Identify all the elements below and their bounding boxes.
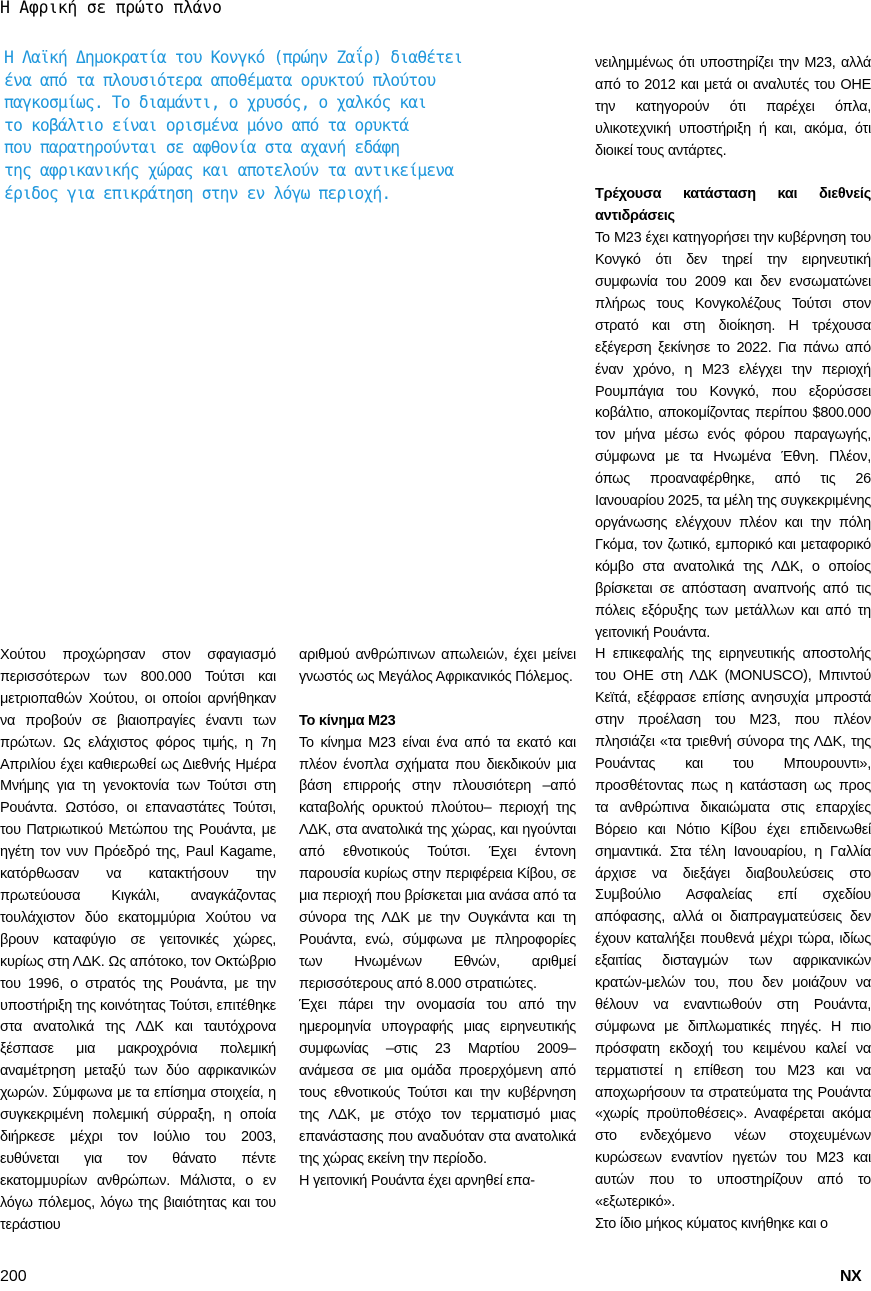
paragraph: Το Μ23 έχει κατηγορήσει την κυβέρνηση του Κονγκό ότι δεν τηρεί την ειρηνευτική συμφωνία του 2009 και δεν ενσωματώνει πλήρως τους Κονγκολέζους Τούτσι στον στρατό και στη διοίκηση. Η τρέχουσα εξέγερση ξεκίνησε το 2022. Για πάνω από έναν χρόνο, η Μ23 ελέγχει την περιοχή Ρουμπάγια του Κονγκό, που εξορύσσει κοβάλτιο, αποκομίζοντας περίπου $800.000 τον μήνα μέσω ενός φόρου παραγωγής, σύμφωνα με τα Ηνωμένα Έθνη. Πλέον, όπως προαναφέρθηκε, από τις 26 Ιανουαρίου 2025, τα μέλη της συγκεκριμένης οργάνωσης ελέγχουν πλέον και την πόλη Γκόμα, τον ζωτικό, εμπορικό και μεταφορικό κόμβο στα ανατολικά της ΛΔΚ, ο οποίος βρίσκεται σε απόσταση αναπνοής από τις πόλεις εξόρυξης των μετάλλων και από τη γειτονική Ρουάντα. [595, 230, 871, 641]
paragraph: Χούτου προχώρησαν στον σφαγιασμό περισσότερων των 800.000 Τούτσι και μετριοπαθών Χούτου, οι οποίοι αρνήθηκαν να προβούν σε βιαιοπραγίες έναντι των πρώτων. Ως ελάχιστος φόρος τιμής, η 7η Απριλίου έχει καθιερωθεί ως Διεθνής Ημέρα Μνήμης για τη γενοκτονία των Τούτσι στη Ρουάντα. Ωστόσο, οι επαναστάτες Τούτσι, του Πατριωτικού Μετώπου της Ρουάντα, με ηγέτη τον νυν Πρόεδρό της, Paul Kagame, κατόρθωσαν να κατακτήσουν την πρωτεύουσα Κιγκάλι, αναγκάζοντας τουλάχιστον δύο εκατομμύρια Χούτου να βρουν καταφύγιο σε γειτονικές χώρες, κυρίως στη ΛΔΚ. Ως απότοκο, τον Οκτώβριο του 1996, ο στρατός της Ρουάντα, με την υποστήριξη της κοινότητας Τούτσι, επιτέθηκε στα ανατολικά της ΛΔΚ και ταυτόχρονα ξέσπασε μια μακροχρόνια πολεμική αναμέτρηση μεταξύ των δύο αφρικανικών χωρών. Σύμφωνα με τα επίσημα στοιχεία, η συγκεκριμένη πολεμική σύρραξη, η οποία διήρκεσε μέχρι τον Ιούλιο του 2003, ευθύνεται για τον θάνατο πέντε εκατομμυρίων ανθρώπων. Μάλιστα, ο εν λόγω πόλεμος, λόγω της βιαιότητας και του τεράστιου [0, 647, 276, 1233]
paragraph-spacer [299, 689, 576, 711]
paragraph: νειλημμένως ότι υποστηρίζει την Μ23, αλλά από το 2012 και μετά οι αναλυτές του ΟΗΕ την κατηγορούν ότι παρέχει όπλα, υλικοτεχνική υποστήριξη ή και, ακόμα, ότι διοικεί τους αντάρτες. [595, 55, 871, 159]
section-heading-current-situation: Τρέχουσα κατάσταση και διεθνείς αντιδράσεις [595, 186, 871, 225]
paragraph: Το κίνημα Μ23 είναι ένα από τα εκατό και πλέον ένοπλα σχήματα που διεκδικούν μια βάση επιρροής στην πλουσιότερη –από καταβολής ορυκτού πλούτου– περιοχή της ΛΔΚ, στα ανατολικά της χώρας, και ηγούνται από εθνοτικούς Τούτσι. Έχει έντονη παρουσία κυρίως στην περιφέρεια Κίβου, σε μια περιοχή που βρίσκεται μια ανάσα από τα σύνορα της ΛΔΚ με την Ουγκάντα και τη Ρουάντα, ενώ, σύμφωνα με πληροφορίες των Ηνωμένων Εθνών, αριθμεί περισσότερους από 8.000 στρατιώτες. [299, 734, 576, 992]
paragraph: αριθμού ανθρώπινων απωλειών, έχει μείνει γνωστός ως Μεγάλος Αφρικανικός Πόλεμος. [299, 647, 576, 685]
article-column-1 [0, 645, 276, 1236]
article-column-2 [299, 645, 576, 1193]
page-number: 200 [0, 1268, 27, 1285]
paragraph: Η επικεφαλής της ειρηνευτικής αποστολής του ΟΗΕ στη ΛΔΚ (MONUSCO), Μπιντού Κεϊτά, εξέφρασε επίσης ανησυχία μπροστά στην προέλαση του Μ23, που πλέον πλησιάζει «τα τριεθνή σύνορα της ΛΔΚ, της Ρουάντας και του Μπουρουντι», προσθέτοντας πως η κατάσταση ως προς τα ανθρώπινα δικαιώματα στις επαρχίες Βόρειο και Νότιο Κίβου έχει επιδεινωθεί σημαντικά. Στα τέλη Ιανουαρίου, η Γαλλία άρχισε να διεξάγει διαβουλεύσεις στο Συμβούλιο Ασφαλείας επί σχεδίου απόφασης, αλλά οι διαπραγματεύσεις δεν έχουν καταλήξει πουθενά μέχρι τώρα, ιδίως εξαιτίας δισταγμών των αφρικανικών κρατών-μελών του, που δεν μοιάζουν να θέλουν να εναντιωθούν στη Ρουάντα, σύμφωνα με διπλωματικές πηγές. Η πιο πρόσφατη εκδοχή του κειμένου καλεί να τερματιστεί η επίθεση του Μ23 και να αποχωρήσουν τα στρατεύματα της Ρουάντα «χωρίς προϋποθέσεις». Αναφέρεται ακόμα στο ενδεχόμενο νέων στοχευμένων κυρώσεων εναντίον ηγετών του Μ23 και αυτών που το υποστηρίζουν από το «εξωτερικό». [595, 646, 871, 1211]
magazine-logo: NX [840, 1268, 862, 1285]
paragraph: Η γειτονική Ρουάντα έχει αρνηθεί επα- [299, 1172, 535, 1189]
paragraph-spacer [595, 163, 871, 185]
paragraph: Έχει πάρει την ονομασία του από την ημερομηνία υπογραφής μιας ειρηνευτικής συμφωνίας –στις 23 Μαρτίου 2009– ανάμεσα σε μια ομάδα προερχόμενη από τους εθνοτικούς Τούτσι και την κυβέρνηση της ΛΔΚ, με στόχο τον τερματισμό μιας επανάστασης που αναδυόταν στα ανατολικά της χώρας εκείνη την περίοδο. [299, 997, 576, 1167]
section-title: Η Αφρική σε πρώτο πλάνο [0, 0, 222, 17]
paragraph: Στο ίδιο μήκος κύματος κινήθηκε και ο [595, 1216, 828, 1233]
section-heading-m23: Το κίνημα Μ23 [299, 712, 396, 729]
article-column-3 [595, 53, 871, 1236]
pull-quote: Η Λαϊκή Δημοκρατία του Κονγκό (πρώην Ζαΐρ) διαθέτει ένα από τα πλουσιότερα αποθέματα ορυκτού πλούτου παγκοσμίως. Το διαμάντι, ο χρυσός, ο χαλκός και το κοβάλτιο είναι ορισμένα μόνο από τα ορυκτά που παρατηρούνται σε αφθονία στα αχανή εδάφη της αφρικανικής χώρας και αποτελούν τα αντικείμενα έριδος για επικράτηση στην εν λόγω περιοχή. [4, 48, 463, 203]
